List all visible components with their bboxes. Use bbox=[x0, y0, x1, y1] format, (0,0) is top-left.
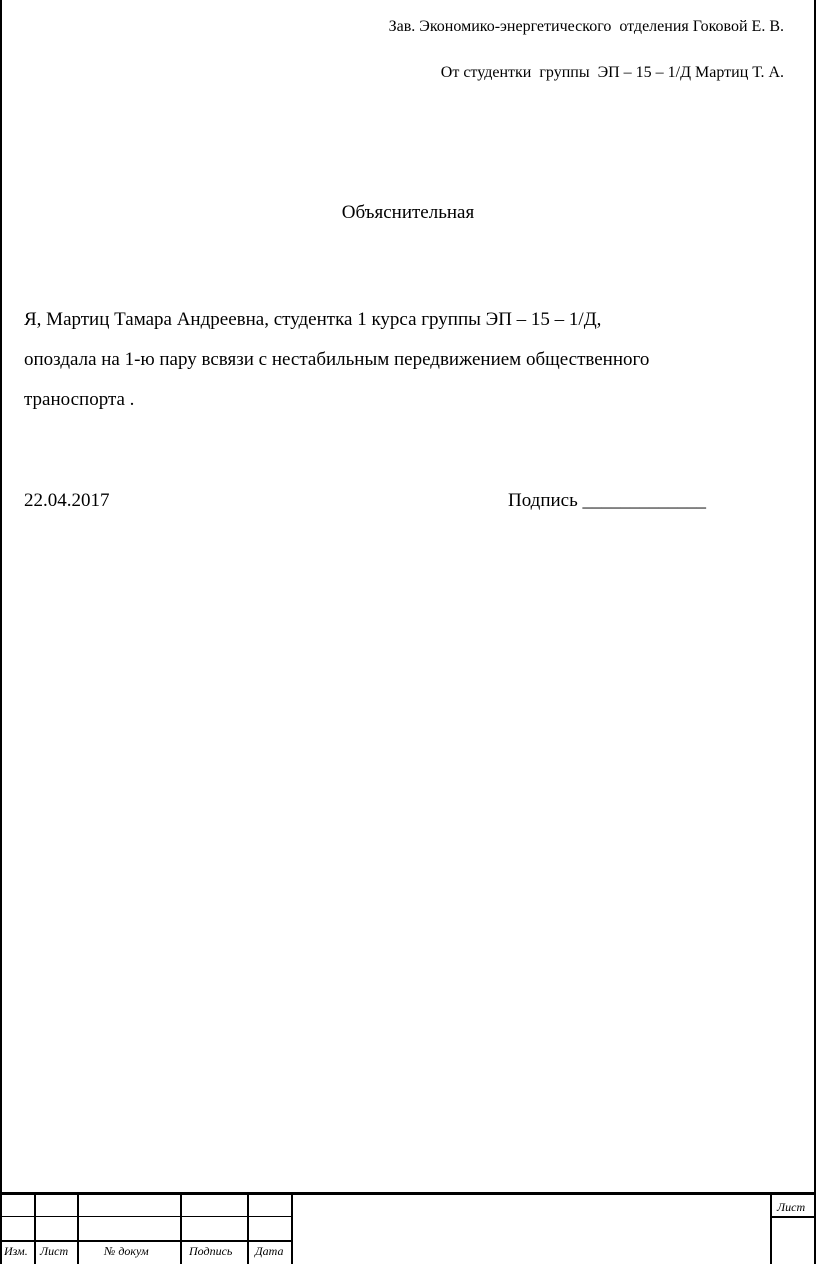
body-line-1: Я, Мартиц Тамара Андреевна, студентка 1 курса группы ЭП – 15 – 1/Д, bbox=[24, 309, 602, 330]
signature-line: Подпись _____________ bbox=[508, 490, 707, 511]
stamp-label-dokum: № докум bbox=[104, 1244, 149, 1258]
stamp-right-row-line bbox=[770, 1216, 816, 1218]
stamp-col-line bbox=[247, 1192, 249, 1264]
stamp-col-line bbox=[770, 1192, 772, 1264]
body-line-3: траноспорта . bbox=[24, 389, 135, 410]
body-line-2: опоздала на 1-ю пару всвязи с нестабильным передвижением общественного bbox=[24, 349, 650, 370]
title-block-stamp bbox=[0, 1192, 816, 1264]
stamp-label-podpis: Подпись bbox=[189, 1244, 233, 1258]
document-date: 22.04.2017 bbox=[24, 490, 110, 511]
stamp-label-list-right: Лист bbox=[777, 1200, 806, 1214]
stamp-label-list: Лист bbox=[40, 1244, 69, 1258]
addressee-line: Зав. Экономико-энергетического отделения Гоковой Е. В. bbox=[388, 18, 784, 35]
stamp-col-line bbox=[77, 1192, 79, 1264]
sender-line: От студентки группы ЭП – 15 – 1/Д Мартиц Т. А. bbox=[440, 64, 784, 81]
document-body bbox=[24, 300, 794, 420]
stamp-col-line bbox=[34, 1192, 36, 1264]
stamp-col-line bbox=[180, 1192, 182, 1264]
stamp-top-border bbox=[0, 1192, 816, 1195]
stamp-label-izm: Изм. bbox=[4, 1244, 28, 1258]
document-title: Объяснительная bbox=[341, 202, 475, 223]
stamp-col-line bbox=[291, 1192, 293, 1264]
stamp-label-data: Дата bbox=[255, 1244, 284, 1258]
